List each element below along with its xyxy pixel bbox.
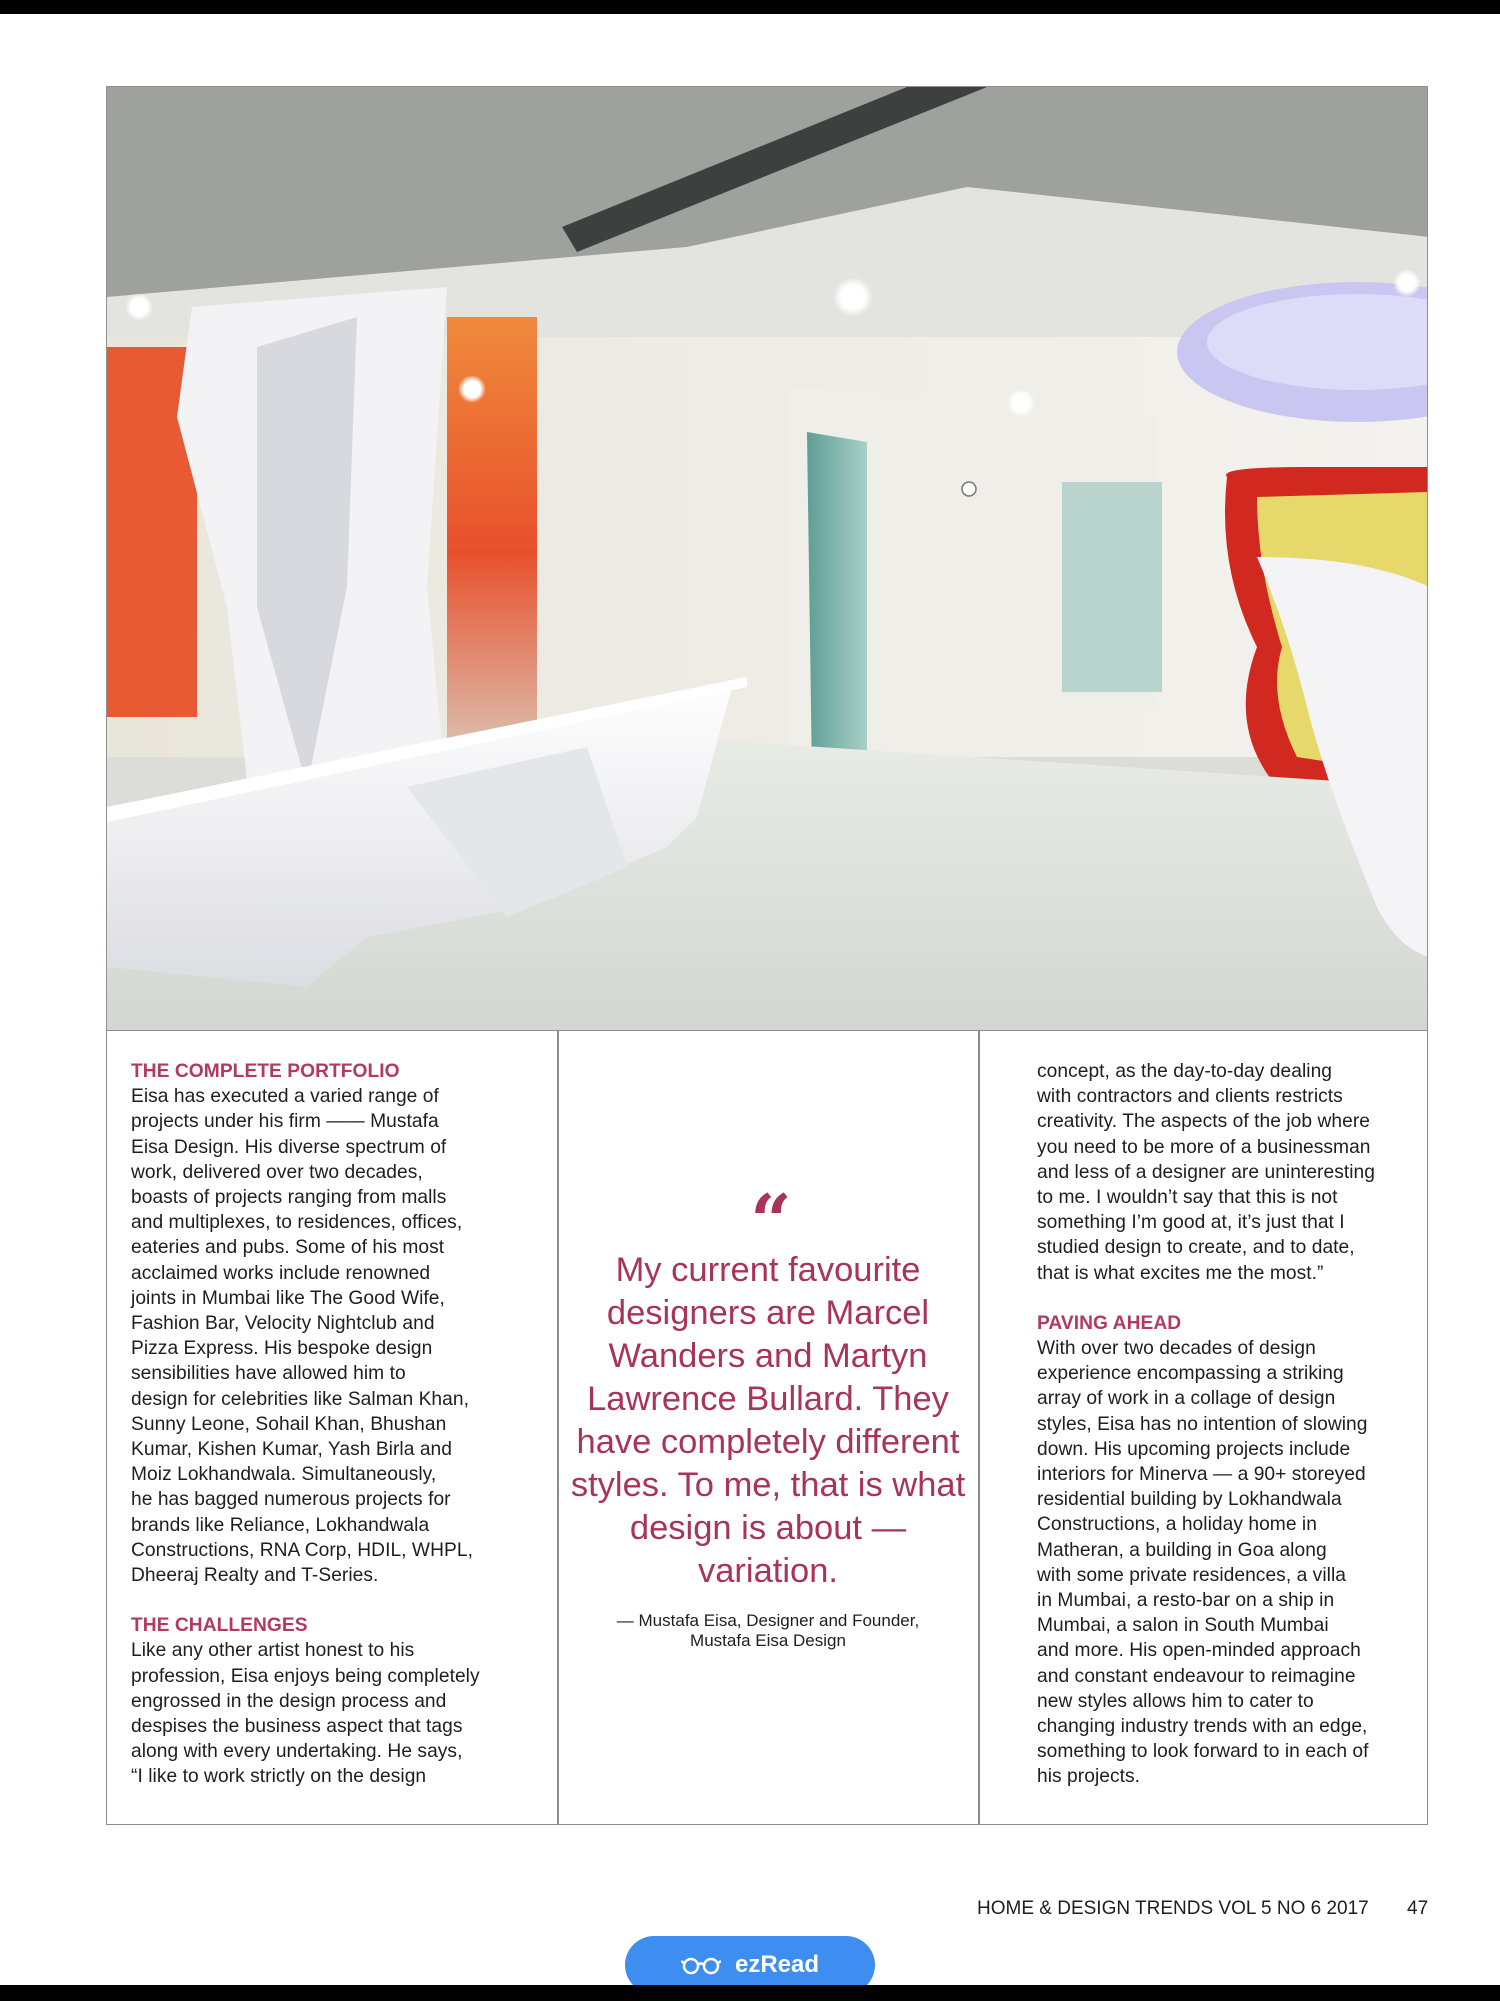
left-column (131, 1059, 541, 1790)
quote-text: My current favourite designers are Marcel Wanders and Martyn Lawrence Bullard. They have completely different styles. To me, that is what design is about — variation. (570, 1251, 966, 1590)
body-text: concept, as the day-to-day dealing with contractors and clients restricts creativity. The aspects of the job where you need to be more of a businessman and less of a designer are uninteresting to me. I wouldn’t say that this is not something I’m good at, it’s just that I studied design to create, and to date, that is what excites me the most.” (1037, 1061, 1375, 1284)
body-text: Eisa has executed a varied range of projects under his firm —— Mustafa Eisa Design. His diverse spectrum of work, delivered over two decades, boasts of projects ranging from malls and multiplexes, to residences, offices, eateries and pubs. Some of his most acclaimed works include renowned joints in Mumbai like The Good Wife, Fashion Bar, Velocity Nightclub and Pizza Express. His bespoke design sensibilities have allowed him to design for celebrities like Salman Khan, Sunny Leone, Sohail Khan, Bhushan Kumar, Kishen Kumar, Yash Birla and Moiz Lokhandwala. Simultaneously, he has bagged numerous projects for brands like Reliance, Lokhandwala Constructions, RNA Corp, HDIL, WHPL, Dheeraj Realty and T-Series. (131, 1086, 473, 1587)
right-column (1037, 1059, 1422, 1790)
section-heading: THE COMPLETE PORTFOLIO (131, 1061, 400, 1082)
section-heading: THE CHALLENGES (131, 1615, 308, 1637)
quote-mark-icon: “ (750, 1178, 786, 1263)
quote-attribution: — Mustafa Eisa, Designer and Founder, Mustafa Eisa Design (616, 1611, 920, 1650)
body-text: With over two decades of design experience encompassing a striking array of work in a collage of design styles, Eisa has no intention of slowing down. His upcoming projects include interiors for Minerva — a 90+ storeyed residential building by Lokhandwala Constructions, a holiday home in Matheran, a building in Goa along with some private residences, a villa in Mumbai, a resto-bar on a ship in Mumbai, a salon in South Mumbai and more. His open-minded approach and constant endeavour to reimagine new styles allows him to cater to changing industry trends with an edge, something to look forward to in each of his projects. (1037, 1338, 1369, 1788)
interior-photo (106, 86, 1428, 1031)
body-text: Like any other artist honest to his profession, Eisa enjoys being completely engrossed in the design process and despises the business aspect that tags along with every undertaking. He says, “I like to work strictly on the design (131, 1640, 480, 1788)
page-number: 47 (1407, 1898, 1429, 1919)
publication-footer: HOME & DESIGN TRENDS VOL 5 NO 6 2017 (977, 1898, 1369, 1919)
top-bar (0, 0, 1500, 14)
article-box (106, 1031, 1428, 1825)
section-heading: PAVING AHEAD (1037, 1312, 1182, 1334)
ezread-label: ezRead (734, 1951, 820, 1978)
pull-quote (557, 1178, 979, 1651)
glasses-icon (681, 1955, 721, 1975)
bottom-bar (0, 1985, 1500, 2001)
